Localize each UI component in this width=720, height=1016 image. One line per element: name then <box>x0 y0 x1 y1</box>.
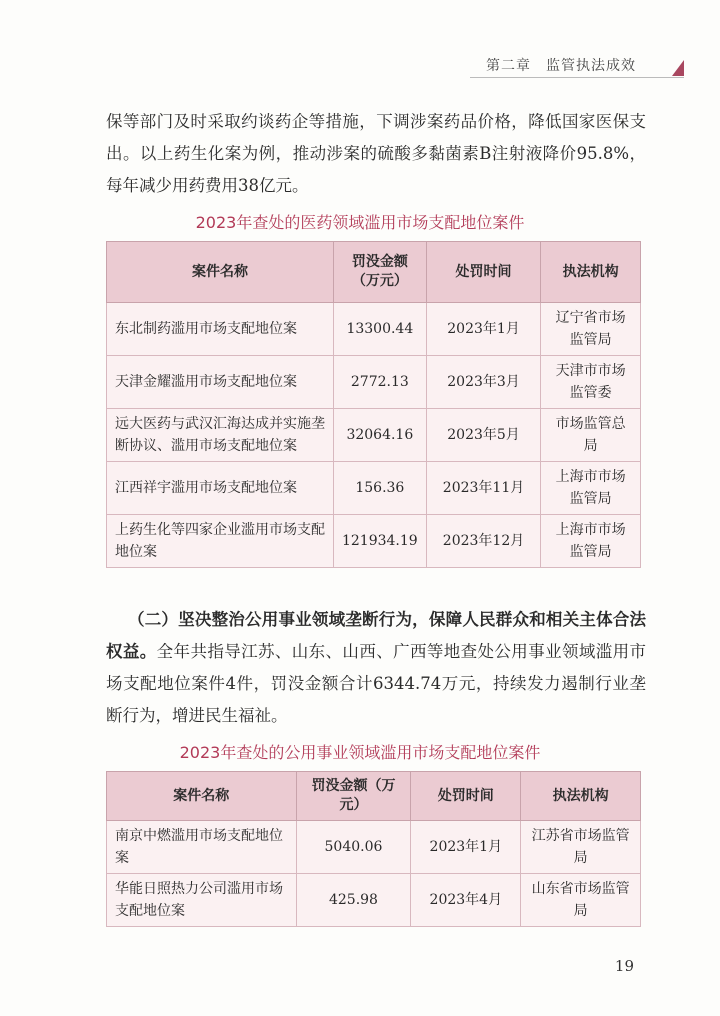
col-header-amount: 罚没金额（万元） <box>333 242 426 303</box>
agency: 辽宁省市场监管局 <box>541 303 641 356</box>
paragraph-1: 保等部门及时采取约谈药企等措施，下调涉案药品价格，降低国家医保支出。以上药生化案为例，推动涉案的硫酸多黏菌素B注射液降价95.8%，每年减少用药费用38亿元。 <box>106 112 646 195</box>
table-row <box>107 303 641 356</box>
table-header-row <box>107 242 641 303</box>
penalty-date: 2023年3月 <box>426 356 541 409</box>
paragraph-2-lead: （二）坚决整治公用事业领域垄断行为，保障人民群众和相关主体合法权益。 <box>106 610 646 661</box>
case-name: 江西祥宇滥用市场支配地位案 <box>107 462 334 515</box>
case-name: 天津金耀滥用市场支配地位案 <box>107 356 334 409</box>
col-header-agency: 执法机构 <box>541 242 641 303</box>
col-header-date: 处罚时间 <box>426 242 541 303</box>
fine-amount: 121934.19 <box>333 515 426 568</box>
agency: 江苏省市场监管局 <box>521 821 641 874</box>
header-rule <box>470 77 684 78</box>
penalty-date: 2023年1月 <box>426 303 541 356</box>
table-row <box>107 874 641 927</box>
table-row <box>107 515 641 568</box>
table-utility-cases <box>106 771 641 927</box>
agency: 上海市市场监管局 <box>541 462 641 515</box>
case-name: 东北制药滥用市场支配地位案 <box>107 303 334 356</box>
agency: 上海市市场监管局 <box>541 515 641 568</box>
table-row <box>107 462 641 515</box>
fine-amount: 5040.06 <box>296 821 411 874</box>
chapter-title: 第二章 监管执法成效 <box>486 58 636 74</box>
case-name: 远大医药与武汉汇海达成并实施垄断协议、滥用市场支配地位案 <box>107 409 334 462</box>
fine-amount: 156.36 <box>333 462 426 515</box>
fine-amount: 32064.16 <box>333 409 426 462</box>
case-name: 南京中燃滥用市场支配地位案 <box>107 821 297 874</box>
table1-caption: 2023年查处的医药领域滥用市场支配地位案件 <box>195 213 525 232</box>
page-header <box>0 0 720 86</box>
fine-amount: 425.98 <box>296 874 411 927</box>
paragraph-2-body: 全年共指导江苏、山东、山西、广西等地查处公用事业领域滥用市场支配地位案件4件，罚没金额合计6344.74万元，持续发力遏制行业垄断行为，增进民生福祉。 <box>106 642 647 725</box>
table-row <box>107 409 641 462</box>
col-header-case: 案件名称 <box>107 772 297 821</box>
page-number: 19 <box>614 957 634 975</box>
penalty-date: 2023年1月 <box>411 821 521 874</box>
agency: 山东省市场监管局 <box>521 874 641 927</box>
penalty-date: 2023年12月 <box>426 515 541 568</box>
header-triangle-icon <box>672 60 684 76</box>
col-header-date: 处罚时间 <box>411 772 521 821</box>
table2-caption: 2023年查处的公用事业领域滥用市场支配地位案件 <box>179 743 541 762</box>
penalty-date: 2023年4月 <box>411 874 521 927</box>
col-header-agency: 执法机构 <box>521 772 641 821</box>
table-header-row <box>107 772 641 821</box>
fine-amount: 13300.44 <box>333 303 426 356</box>
case-name: 上药生化等四家企业滥用市场支配地位案 <box>107 515 334 568</box>
col-header-case: 案件名称 <box>107 242 334 303</box>
agency: 天津市市场监管委 <box>541 356 641 409</box>
agency: 市场监管总局 <box>541 409 641 462</box>
table-row <box>107 356 641 409</box>
table-medical-cases <box>106 241 641 568</box>
col-header-amount: 罚没金额（万元） <box>296 772 411 821</box>
paragraph-2 <box>106 604 646 732</box>
penalty-date: 2023年11月 <box>426 462 541 515</box>
fine-amount: 2772.13 <box>333 356 426 409</box>
table-row <box>107 821 641 874</box>
case-name: 华能日照热力公司滥用市场支配地位案 <box>107 874 297 927</box>
penalty-date: 2023年5月 <box>426 409 541 462</box>
